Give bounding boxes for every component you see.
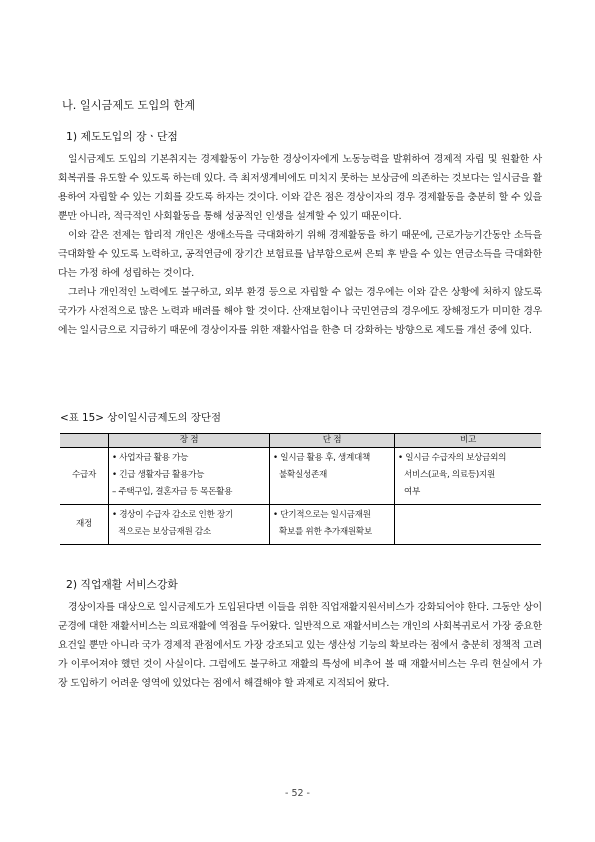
table-header-row bbox=[60, 434, 541, 448]
pros-cell bbox=[109, 448, 270, 505]
row-head: 재정 bbox=[60, 505, 109, 545]
cons-cell bbox=[270, 505, 395, 545]
pros-cell bbox=[109, 505, 270, 545]
cell-line: – 주택구입, 결혼자금 등 목돈활용 bbox=[112, 487, 233, 497]
cell-line: 서비스(교육, 의료등)지원 bbox=[404, 470, 495, 480]
cons-cell bbox=[270, 448, 395, 505]
paragraph: 일시금제도 도입의 기본취지는 경제활동이 가능한 경상이자에게 노동능력을 발휘하여 경제적 자립 및 원활한 사회복귀를 유도할 수 있도록 하는데 있다. 즉 최저생계비에도 미치지 못하는 보상금에 의존하는 것보다는 일시금을 활용하여 자립할 수 있는 기회를 갖도록 하자는 것이다. 이와 같은 점은 경상이자의 경우 경제활동을 충분히 할 수 있을 뿐만 아니라, 적극적인 사회활동을 통해 성공적인 인생을 설계할 수 있기 때문이다. bbox=[58, 154, 542, 222]
row-head: 수급자 bbox=[60, 448, 109, 505]
note-cell bbox=[395, 448, 542, 505]
paragraph: 이와 같은 전제는 합리적 개인은 생애소득을 극대화하기 위해 경제활동을 하기 때문에, 근로가능기간동안 소득을 극대화할 수 있도록 노력하고, 공적연금에 장기간 보험료를 납부함으로써 은퇴 후 받을 수 있는 연금소득을 극대화한다는 가정 하에 성립하는 것이다. bbox=[58, 230, 542, 279]
table-header-note: 비고 bbox=[395, 434, 542, 448]
table-header-cons: 단 점 bbox=[270, 434, 395, 448]
subsection1-body bbox=[58, 150, 542, 340]
table-caption: <표 15> 상이일시금제도의 장단점 bbox=[60, 412, 221, 424]
cell-line: • 단기적으로는 일시금재원 bbox=[273, 510, 371, 520]
cell-line: • 일시금 활용 후, 생계대책 bbox=[273, 453, 370, 463]
pros-cons-table bbox=[60, 433, 541, 545]
subsection-title-vocational-rehab: 2) 직업재활 서비스강화 bbox=[66, 578, 178, 591]
cell-line: 확보를 위한 추가재원확보 bbox=[279, 527, 372, 537]
cell-line: • 일시금 수급자의 보상금외의 bbox=[398, 453, 507, 463]
cell-line: • 사업자금 활용 가능 bbox=[112, 453, 189, 463]
table-row bbox=[60, 505, 541, 545]
cell-line: • 긴급 생활자금 활용가능 bbox=[112, 470, 205, 480]
section-title: 나. 일시금제도 도입의 한계 bbox=[62, 99, 196, 112]
cell-line: 불확실성존재 bbox=[279, 470, 328, 480]
paragraph: 그러나 개인적인 노력에도 불구하고, 외부 환경 등으로 자립할 수 없는 경우에는 이와 같은 상황에 처하지 않도록 국가가 사전적으로 많은 노력과 배려를 해야 할 것이다. 산재보험이나 국민연금의 경우에도 장해정도가 미미한 경우에는 일시금으로 지급하기 때문에 경상이자를 위한 재활사업을 한층 더 강화하는 방향으로 제도를 개선 중에 있다. bbox=[58, 287, 542, 336]
table-header-pros: 장 점 bbox=[109, 434, 270, 448]
note-cell bbox=[395, 505, 542, 545]
page-number: - 52 - bbox=[285, 788, 310, 799]
subsection-title-pros-cons: 1) 제도도입의 장ㆍ단점 bbox=[66, 130, 178, 143]
subsection2-body bbox=[58, 598, 542, 693]
paragraph: 경상이자를 대상으로 일시금제도가 도입된다면 이들을 위한 직업재활지원서비스가 강화되어야 한다. 그동안 상이군경에 대한 재활서비스는 의료재활에 역점을 두어왔다. 일반적으로 재활서비스는 개인의 사회복귀로서 가장 중요한 요건일 뿐만 아니라 국가 경제적 관점에서도 가장 강조되고 있는 생산성 기능의 확보라는 점에서 충분히 정책적 고려가 이루어져야 했던 것이 사실이다. 그럼에도 불구하고 재활의 특성에 비추어 볼 때 재활서비스는 우리 현실에서 가장 도입하기 어려운 영역에 있었다는 점에서 해결해야 할 과제로 지적되어 왔다. bbox=[58, 602, 542, 689]
cell-line: 적으로는 보상금재원 감소 bbox=[118, 527, 211, 537]
cell-line: 여부 bbox=[404, 487, 421, 497]
table-row bbox=[60, 448, 541, 505]
cell-line: • 경상이 수급자 감소로 인한 장기 bbox=[112, 510, 233, 520]
table-header-empty bbox=[60, 434, 109, 448]
